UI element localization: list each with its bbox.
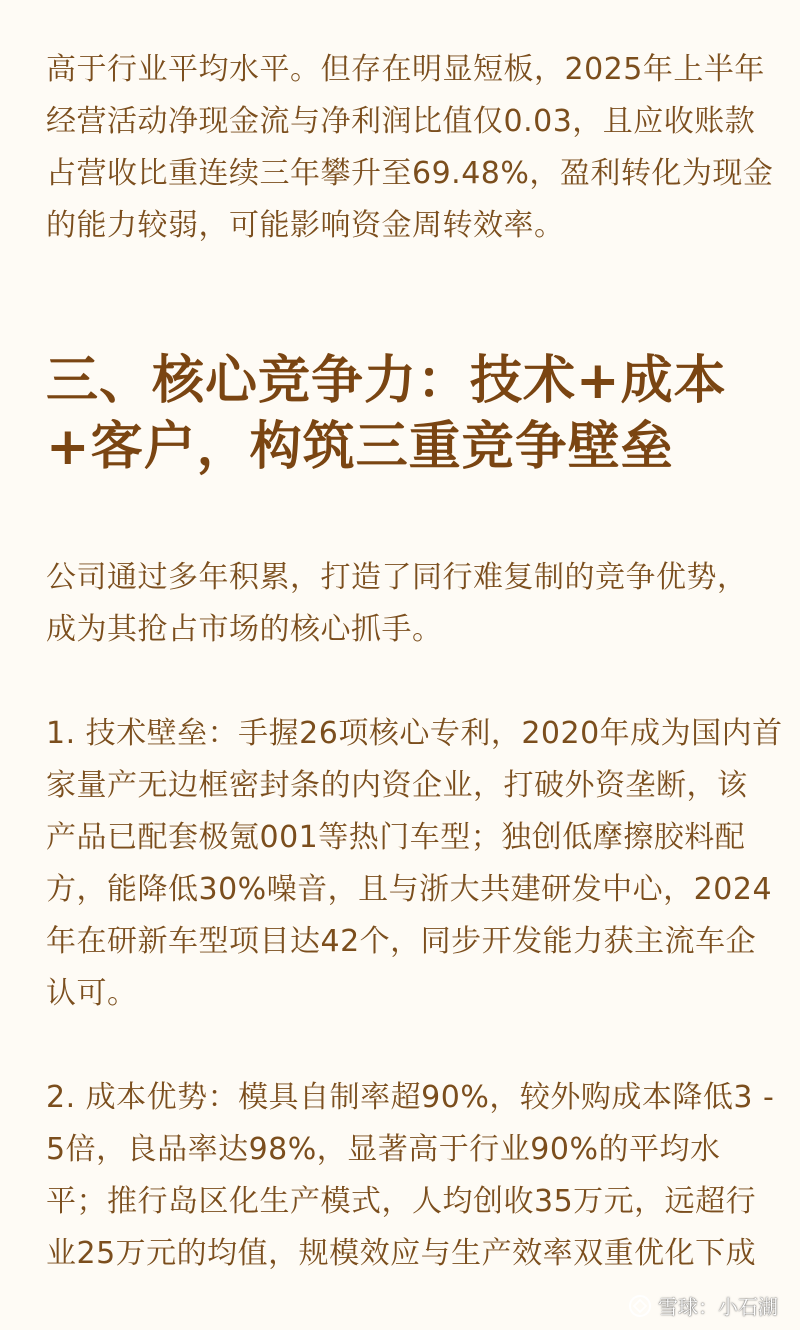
watermark (628, 1291, 778, 1320)
point-technology-barrier (46, 708, 783, 1020)
text-line: 公司通过多年积累，打造了同行难复制的竞争优势， (46, 560, 748, 595)
watermark-text: 雪球：小石湖 (658, 1295, 778, 1319)
heading-line: 三、核心竞争力：技术+成本 (46, 351, 727, 411)
text-line: 产品已配套极氪001等热门车型；独创低摩擦胶料配 (46, 820, 746, 855)
text-line: 5倍，良品率达98%，显著高于行业90%的平均水 (46, 1132, 721, 1167)
text-line: 占营收比重连续三年攀升至69.48%，盈利转化为现金 (46, 156, 774, 191)
text-line: 的能力较弱，可能影响资金周转效率。 (46, 208, 565, 243)
text-line: 年在研新车型项目达42个，同步开发能力获主流车企 (46, 924, 757, 959)
text-line: 成为其抢占市场的核心抓手。 (46, 612, 443, 647)
point-cost-advantage (46, 1072, 775, 1280)
section-heading (46, 348, 756, 480)
text-line: 认可。 (46, 976, 138, 1011)
text-line: 家量产无边框密封条的内资企业，打破外资垄断，该 (46, 768, 748, 803)
snowball-logo-icon (628, 1294, 652, 1318)
text-line: 2. 成本优势：模具自制率超90%，较外购成本降低3 - (46, 1080, 775, 1115)
text-line: 方，能降低30%噪音，且与浙大共建研发中心，2024 (46, 872, 773, 907)
article-body (46, 44, 783, 1280)
text-line: 高于行业平均水平。但存在明显短板，2025年上半年 (46, 52, 765, 87)
paragraph-top (46, 44, 774, 252)
text-line: 平；推行岛区化生产模式，人均创收35万元，远超行 (46, 1184, 757, 1219)
text-line: 经营活动净现金流与净利润比值仅0.03，且应收账款 (46, 104, 756, 139)
text-line: 业25万元的均值，规模效应与生产效率双重优化下成 (46, 1236, 757, 1271)
text-line: 1. 技术壁垒：手握26项核心专利，2020年成为国内首 (46, 716, 783, 751)
intro-paragraph (46, 552, 756, 656)
heading-line: +客户，构筑三重竞争壁垒 (46, 417, 674, 477)
